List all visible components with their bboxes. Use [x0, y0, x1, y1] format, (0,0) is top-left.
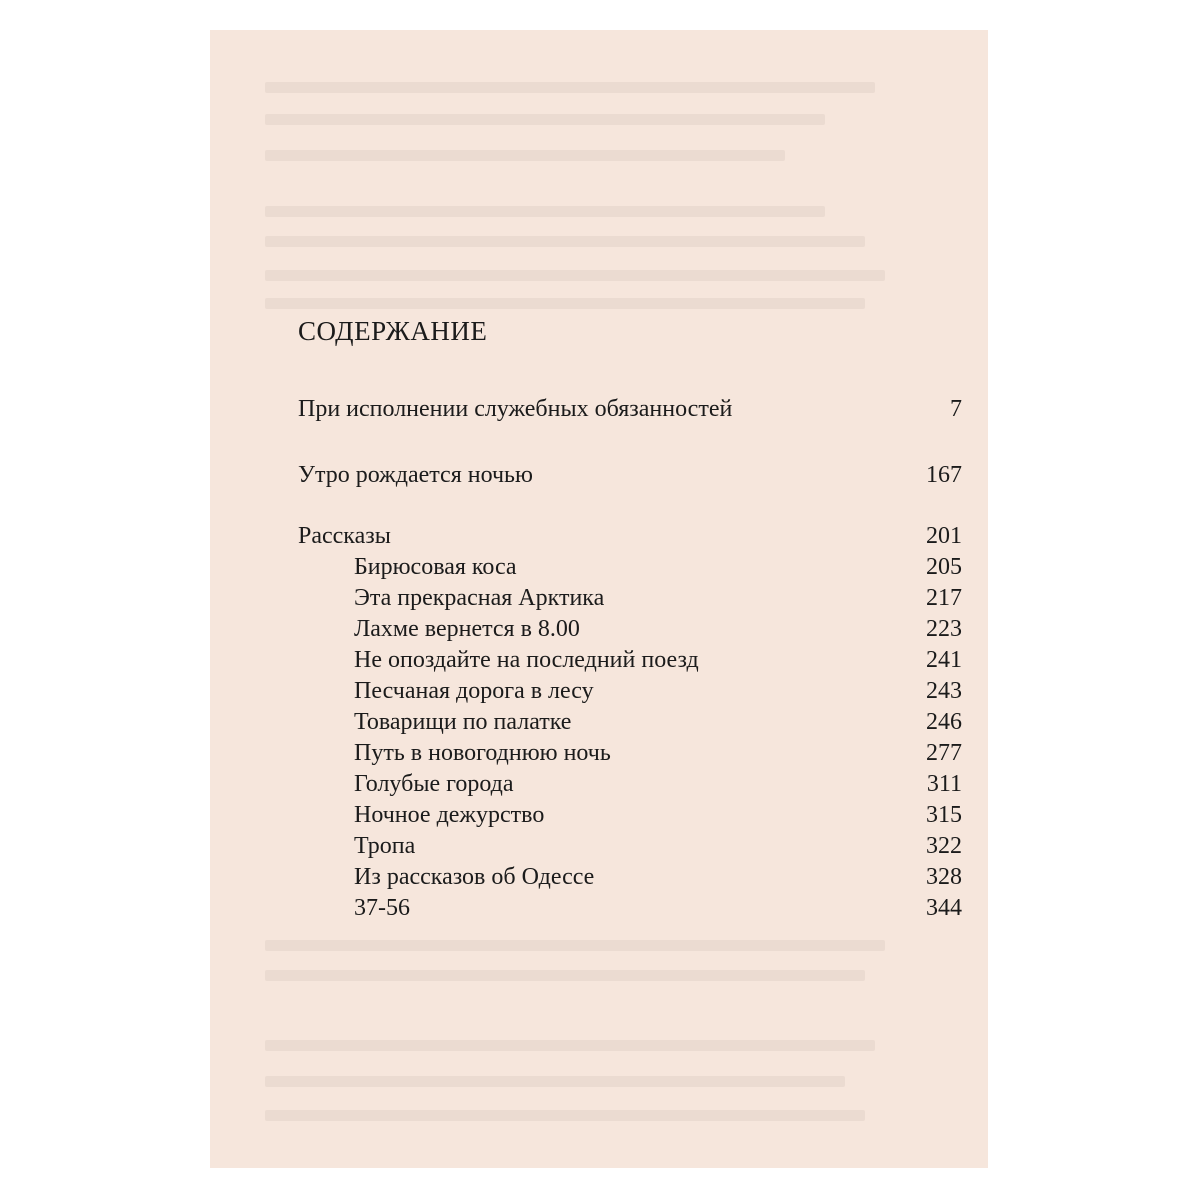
toc-entry [298, 394, 962, 425]
toc-story-entry [354, 614, 962, 645]
toc-story-title: Голубые города [354, 771, 514, 797]
toc-entry [298, 521, 962, 552]
toc-story-entry [354, 862, 962, 893]
toc-entry-page: 7 [950, 396, 962, 422]
toc-story-entry [354, 800, 962, 831]
toc-story-title: Ночное дежурство [354, 802, 545, 828]
toc-story-page: 246 [926, 709, 962, 735]
toc-entry-title: При исполнении служебных обязанностей [298, 396, 733, 422]
toc-story-title: Лахме вернется в 8.00 [354, 616, 580, 642]
table-of-contents [210, 30, 988, 1168]
toc-story-page: 315 [926, 802, 962, 828]
toc-story-page: 277 [926, 740, 962, 766]
toc-story-title: Не опоздайте на последний поезд [354, 647, 699, 673]
toc-entry-title: Утро рождается ночью [298, 462, 533, 488]
toc-story-entry [354, 676, 962, 707]
toc-story-page: 328 [926, 864, 962, 890]
toc-story-entry [354, 552, 962, 583]
toc-entry [298, 460, 962, 491]
toc-story-entry [354, 645, 962, 676]
toc-story-page: 311 [926, 771, 962, 797]
toc-heading: СОДЕРЖАНИЕ [298, 316, 488, 346]
toc-story-title: Из рассказов об Одессе [354, 864, 595, 890]
toc-story-entry [354, 769, 962, 800]
toc-story-page: 205 [926, 554, 962, 580]
toc-story-entry [354, 893, 962, 924]
toc-story-page: 223 [926, 616, 962, 642]
toc-story-title: Товарищи по палатке [354, 709, 572, 735]
toc-story-entry [354, 583, 962, 614]
book-page [210, 30, 988, 1168]
toc-story-page: 217 [926, 585, 962, 611]
toc-story-title: Тропа [354, 833, 416, 859]
toc-story-title: Эта прекрасная Арктика [354, 585, 605, 611]
toc-entry-page: 167 [926, 462, 962, 488]
toc-entry-title: Рассказы [298, 523, 391, 549]
toc-story-page: 344 [926, 895, 962, 921]
toc-story-title: 37-56 [354, 895, 410, 921]
toc-story-page: 243 [926, 678, 962, 704]
toc-story-entry [354, 707, 962, 738]
toc-story-title: Песчаная дорога в лесу [354, 678, 594, 704]
toc-story-title: Путь в новогоднюю ночь [354, 740, 611, 766]
toc-story-title: Бирюсовая коса [354, 554, 517, 580]
toc-entry-page: 201 [926, 523, 962, 549]
toc-story-page: 241 [926, 647, 962, 673]
toc-story-entry [354, 831, 962, 862]
toc-story-page: 322 [926, 833, 962, 859]
toc-story-entry [354, 738, 962, 769]
